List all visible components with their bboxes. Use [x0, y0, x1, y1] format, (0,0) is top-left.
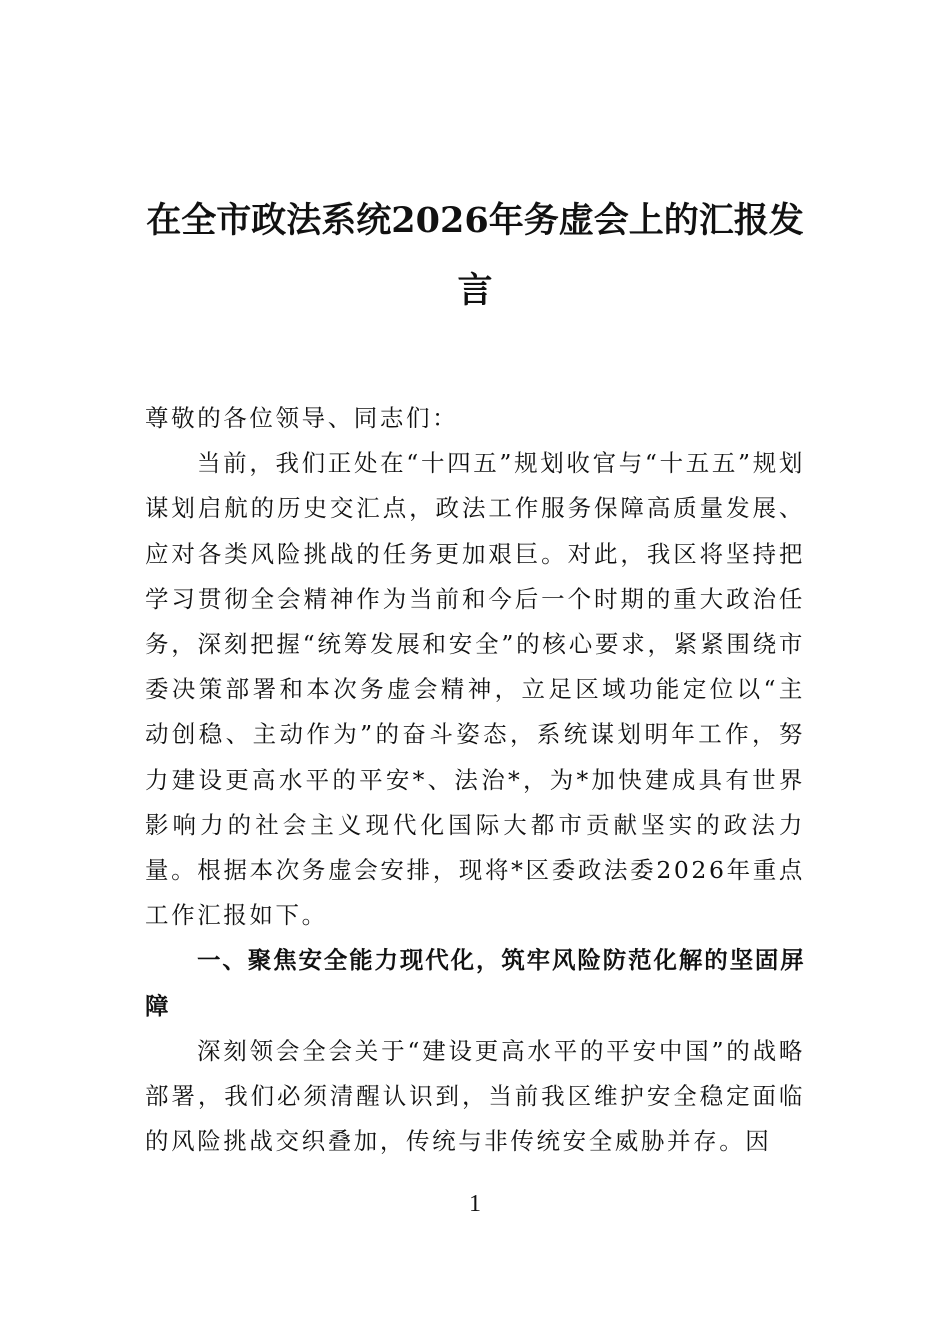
salutation: 尊敬的各位领导、同志们：	[145, 404, 459, 432]
document-body	[145, 396, 805, 1164]
document-title: 在全市政法系统2026年务虚会上的汇报发言	[146, 200, 804, 311]
intro-paragraph: 当前，我们正处在“十四五”规划收官与“十五五”规划谋划启航的历史交汇点，政法工作服务保障高质量发展、应对各类风险挑战的任务更加艰巨。对此，我区将坚持把学习贯彻全会精神作为当前和今后一个时期的重大政治任务，深刻把握“统筹发展和安全”的核心要求，紧紧围绕市委决策部署和本次务虚会精神，立足区域功能定位以“主动创稳、主动作为”的奋斗姿态，系统谋划明年工作，努力建设更高水平的平安*、法治*，为*加快建成具有世界影响力的社会主义现代化国际大都市贡献坚实的政法力量。根据本次务虚会安排，现将*区委政法委2026年重点工作汇报如下。	[145, 449, 805, 930]
section-paragraph-1: 深刻领会全会关于“建设更高水平的平安中国”的战略部署，我们必须清醒认识到，当前我区维护安全稳定面临的风险挑战交织叠加，传统与非传统安全威胁并存。因	[145, 1036, 805, 1156]
section-heading-1: 一、聚焦安全能力现代化，筑牢风险防范化解的坚固屏障	[145, 946, 805, 1020]
page-number: 1	[469, 1191, 481, 1217]
